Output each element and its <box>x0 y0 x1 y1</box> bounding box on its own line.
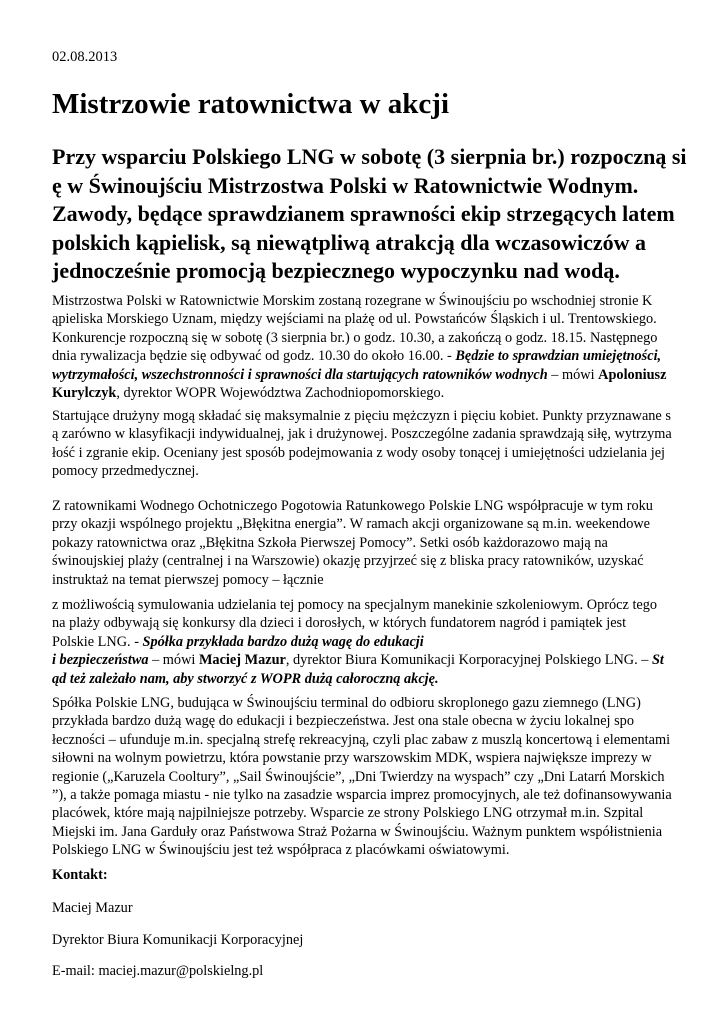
text-line: Mistrzostwa Polski w Ratownictwie Morskim zostaną rozegrane w Świnoujściu po wschodniej stronie K <box>52 293 653 309</box>
text-plain: Polskie LNG. - <box>52 633 143 650</box>
text-line: placówek, które mają najpilniejsze potrzeby. Wsparcie ze strony Polskiego LNG otrzymał m.in. Szpital <box>52 805 644 822</box>
quote-text: St <box>651 652 664 669</box>
text-line <box>52 347 674 365</box>
person-name: Kurylczyk <box>52 385 117 402</box>
text-line: przykłada bardzo dużą wagę do edukacji i bezpieczeństwa. Jest ona stale obecna w życiu lokalnej spo <box>52 713 634 730</box>
text-line: Polskiego LNG w Świnoujściu jest też współpraca z placówkami oświatowymi. <box>52 842 510 859</box>
text-line: na plaży odbywają się konkursy dla dzieci i dorosłych, w których fundatorem nagród i pamiątek jest <box>52 615 627 632</box>
contact-email: E-mail: maciej.mazur@polskielng.pl <box>52 963 264 979</box>
person-name: Maciej Mazur <box>198 652 286 669</box>
text-line: Z ratownikami Wodnego Ochotniczego Pogotowia Ratunkowego Polskie LNG współpracuje w tym roku <box>52 498 653 514</box>
text-line: regionie („Karuzela Cooltury”, „Sail Świnoujście”, „Dni Twierdzy na wyspach” czy „Dni Latarń Morskich <box>52 768 665 785</box>
quote-text: wytrzymałości, wszechstronności i sprawności dla startujących ratowników wodnych <box>52 366 548 383</box>
paragraph-simulation <box>52 596 674 688</box>
quote-text: i bezpieczeństwa <box>52 652 149 669</box>
contact-name: Maciej Mazur <box>52 900 133 916</box>
release-date: 02.08.2013 <box>52 49 118 65</box>
text-plain: – mówi <box>547 366 599 383</box>
text-line <box>52 633 674 651</box>
lead-line: polskich kąpielisk, są niewątpliwą atrakcją dla wczasowiczów a <box>52 229 647 255</box>
lead-line: Przy wsparciu Polskiego LNG w sobotę (3 sierpnia br.) rozpoczną si <box>52 144 687 169</box>
lead-paragraph <box>52 143 687 286</box>
paragraph-championship <box>52 292 674 402</box>
text-line: ”), a także pomaga miastu - nie tylko na zasadzie wsparcia imprez promocyjnych, ale też dofinansowywania <box>52 787 672 804</box>
text-plain: dnia rywalizacja będzie się odbywać od godz. 10.30 do około 16.00. - <box>52 348 456 365</box>
text-line: pomocy przedmedycznej. <box>52 463 199 480</box>
person-name: Apoloniusz <box>598 366 667 383</box>
text-line: siłowni na wolnym powietrzu, która powstanie przy warszowskim MDK, wspiera największe imprezy w <box>52 750 652 767</box>
text-line: łość i zgranie ekip. Oceniany jest sposób podejmowania z wody osoby tonącej i umiejętności udzielania jej <box>52 444 666 461</box>
text-line <box>52 384 674 402</box>
text-line: przy okazji wspólnego projektu „Błękitna energia”. W ramach akcji organizowane są m.in. weekendowe <box>52 516 651 533</box>
contact-role: Dyrektor Biura Komunikacji Korporacyjnej <box>52 932 304 948</box>
quote-text: Będzie to sprawdzian umiejętności, <box>455 348 662 365</box>
contact-heading-text: Kontakt: <box>52 867 108 883</box>
text-line: świnoujskiej plaży (centralnej i na Warszowie) okazję przyjrzeć się z bliska pracy ratowników, uzyskać <box>52 553 644 570</box>
text-line: z możliwością symulowania udzielania tej pomocy na specjalnym manekinie szkoleniowym. Oprócz tego <box>52 597 658 613</box>
page-title: Mistrzowie ratownictwa w akcji <box>52 88 450 120</box>
lead-line: Zawody, będące sprawdzianem sprawności ekip strzegących latem <box>52 201 675 226</box>
quote-text: ąd też zależało nam, aby stworzyć z WOPR dużą całoroczną akcję. <box>52 670 439 687</box>
text-plain: – mówi <box>148 652 199 669</box>
text-line <box>52 651 674 669</box>
contact-heading <box>52 866 674 884</box>
text-line: ąpieliska Morskiego Uznam, między wejściami na plażę od ul. Powstańców Śląskich i ul. Trentowskiego. <box>52 311 657 328</box>
quote-text: Spółka przykłada bardzo dużą wagę do edukacji <box>142 633 424 650</box>
text-plain: , dyrektor Biura Komunikacji Korporacyjnej Polskiego LNG. – <box>285 652 652 669</box>
text-line <box>52 670 674 688</box>
lead-line: jednocześnie promocją bezpiecznego wypoczynku nad wodą. <box>52 258 620 283</box>
text-line: Miejski im. Jana Garduły oraz Państwowa Straż Pożarna w Świnoujściu. Ważnym punktem współistnienia <box>52 823 663 840</box>
text-line: Konkurencje rozpoczną się w sobotę (3 sierpnia br.) o godz. 10.30, a zakończą o godz. 18.15. Następnego <box>52 329 658 346</box>
text-line: Startujące drużyny mogą składać się maksymalnie z pięciu mężczyzn i pięciu kobiet. Punkty przyznawane s <box>52 408 671 424</box>
text-plain: , dyrektor WOPR Województwa Zachodniopomorskiego. <box>116 385 445 402</box>
text-line <box>52 366 674 384</box>
text-line: Spółka Polskie LNG, budująca w Świnoujściu terminal do odbioru skroplonego gazu ziemnego (LNG) <box>52 695 641 711</box>
text-line: instruktaż na temat pierwszej pomocy – łącznie <box>52 571 324 588</box>
paragraph-teams <box>52 407 674 481</box>
text-line: ą zarówno w klasyfikacji indywidualnej, jak i drużynowej. Poszczególne zadania sprawdzają siłę, wytrzyma <box>52 426 672 443</box>
paragraph-cooperation <box>52 497 674 589</box>
text-line: łeczności – ufunduje m.in. specjalną strefę rekreacyjną, czyli plac zabaw z muszlą koncertową i elementami <box>52 731 671 748</box>
text-line: pokazy ratownictwa oraz „Błękitna Szkoła Pierwszej Pomocy”. Setki osób każdorazowo mają na <box>52 534 608 551</box>
lead-line: ę w Świnoujściu Mistrzostwa Polski w Ratownictwie Wodnym. <box>52 172 639 198</box>
paragraph-company <box>52 694 674 860</box>
